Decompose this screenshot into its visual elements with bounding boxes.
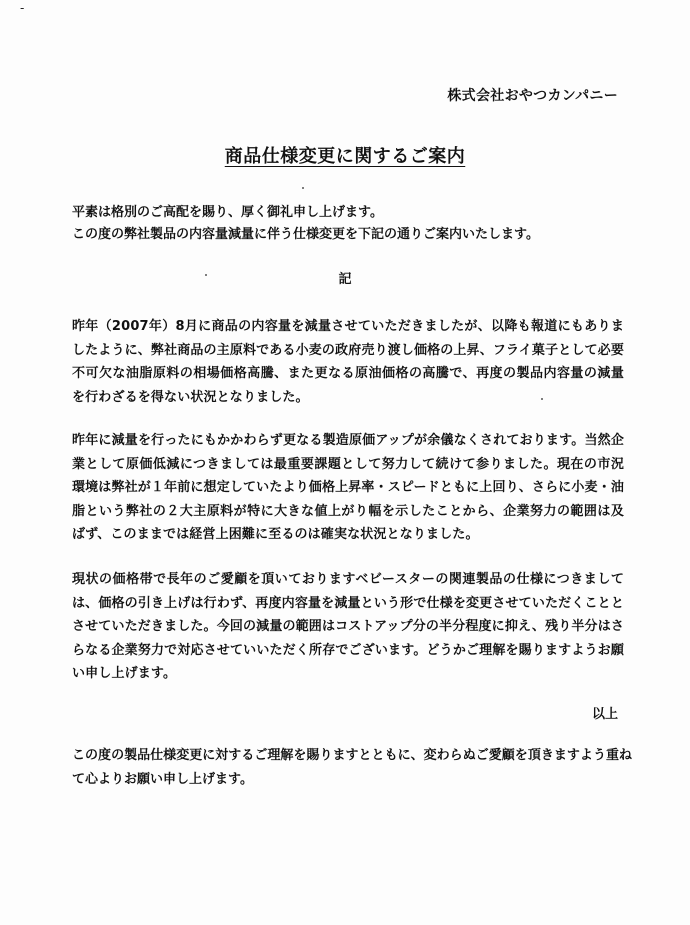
paragraph-2: 昨年に減量を行ったにもかかわらず更なる製造原価アップが余儀なくされております。当然企業として原価低減につきましては最重要課題として努力して続けて参りました。現在の市況環境は弊社が１年前に想定していたより価格上昇率・スピードともに上回り、さらに小麦・油脂という弊社の２大主原料が特に大きな値上がり幅を示したことから、企業努力の範囲は及ばず、このままでは経営上困難に至るのは確実な状況となりました。 [72,433,624,542]
scan-speck [205,274,207,276]
greeting-block [72,202,632,246]
greeting-line-1: 平素は格別のご高配を賜り、厚く御礼申し上げます。 [72,205,383,220]
document-title: 商品仕様変更に関するご案内 [224,146,466,167]
document-title-wrapper [0,142,690,168]
scan-speck [541,398,543,400]
final-paragraph: この度の製品仕様変更に対するご理解を賜りますとともに、変わらぬご愛顧を頂きますよう重ねて心よりお願い申し上げます。 [72,748,632,787]
greeting-line-2: この度の弊社製品の内容量減量に伴う仕様変更を下記の通りご案内いたします。 [72,227,539,242]
paragraph-3: 現状の価格帯で長年のご愛顧を頂いておりますベビースターの関連製品の仕様につきましては、価格の引き上げは行わず、再度内容量を減量という形で仕様を変更させていただくこととさせていただきました。今回の減量の範囲はコストアップ分の半分程度に抑え、残り半分はさらなる企業努力で対応させていいただく所存でございます。どうかご理解を賜りますようお願い申し上げます。 [72,572,624,681]
paragraph-1: 昨年（2007年）8月に商品の内容量を減量させていただきましたが、以降も報道にもありましたように、弊社商品の主原料である小麦の政府売り渡し価格の上昇、フライ菓子として必要不可欠な油脂原料の相場価格高騰、また更なる原油価格の高騰で、再度の製品内容量の減量を行わざるを得ない状況となりました。 [72,319,624,405]
ki-heading: 記 [338,272,352,287]
closing-ijo: 以上 [591,707,618,722]
scan-speck [302,187,304,189]
company-name: 株式会社おやつカンパニー [447,88,618,104]
corner-mark: - [20,1,25,15]
